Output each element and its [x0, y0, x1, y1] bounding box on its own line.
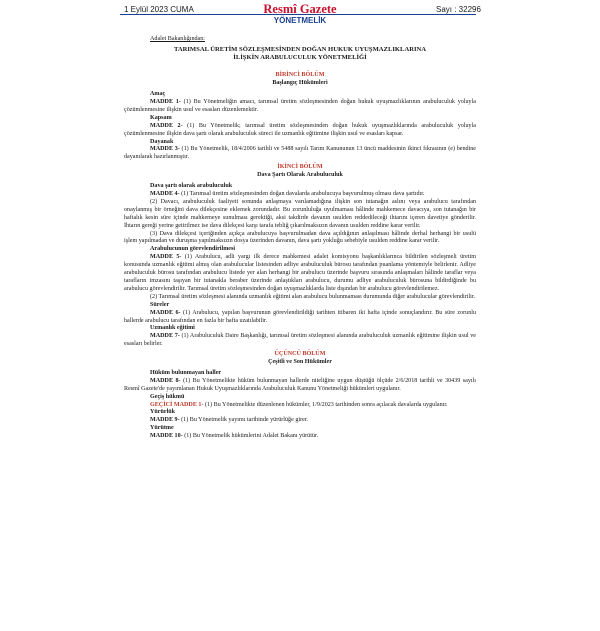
article-1-text: MADDE 1- (1) Bu Yönetmeliğin amacı, tarımsal üretim sözleşmesinden doğan hukuk uyuşmazlıklarının arabuluculuk yoluyla çözümlenmesine ilişkin usul ve esasları düzenlemektir. — [124, 99, 476, 113]
article-10-text: MADDE 10- (1) Bu Yönetmelik hükümlerini Adalet Bakanı yürütür. — [150, 433, 319, 440]
article-9-text: MADDE 9- (1) Bu Yönetmelik yayımı tarihinde yürürlüğe girer. — [150, 417, 309, 424]
article-8-heading: Hüküm bulunmayan haller — [150, 369, 222, 376]
header-rule — [120, 14, 476, 15]
article-7-text: MADDE 7- (1) Arabuluculuk Daire Başkanlığı, tarımsal üretim sözleşmesi alanında arabuluculuk uzmanlık eğitimine ilişkin usul ve esasları belirler. — [124, 333, 476, 348]
article-3-text: MADDE 3- (1) Bu Yönetmelik, 18/4/2006 tarihli ve 5488 sayılı Tarım Kanununun 13 üncü maddesinin ikinci fıkrasının (e) bendine dayanılarak hazırlanmıştır. — [124, 146, 476, 161]
article-2-heading: Kapsam — [150, 114, 172, 121]
transitional-article-heading: Geçiş hükmü — [150, 393, 185, 400]
section-1-title: Başlangıç Hükümleri — [272, 80, 328, 87]
article-6-heading: Süreler — [150, 301, 170, 308]
article-1-heading: Amaç — [150, 91, 166, 98]
gazette-header — [0, 0, 600, 28]
article-3-label: MADDE 3- — [150, 146, 180, 153]
article-5-para-2: (2) Tarımsal üretim sözleşmesi alanında uzmanlık eğitimi alan arabulucu bulunmaması durumunda diğer arabulucular görevlendirilir. — [150, 293, 476, 300]
article-7-label: MADDE 7- — [150, 333, 180, 340]
issue-number: Sayı : 32296 — [436, 5, 481, 14]
article-4-heading: Dava şartı olarak arabuluculuk — [150, 183, 233, 190]
article-5-label: MADDE 5- — [150, 254, 182, 261]
article-9-heading: Yürürlük — [150, 409, 176, 416]
article-2-label: MADDE 2- — [150, 122, 183, 129]
article-4-para-3: (3) Dava dilekçesi içeriğinden açıkça arabulucuya başvurulmadan dava açıldığının anlaşılması hâlinde derhal herhangi bir usulü işlem yapılmadan ve duruşma yapılmaksızın dosya üzerinden davanın, dava şartı yokluğu sebebiyle usulden reddine karar verilir. — [124, 230, 476, 245]
section-2-title: Dava Şartı Olarak Arabuluculuk — [257, 172, 343, 179]
article-7-heading: Uzmanlık eğitimi — [150, 325, 195, 332]
transitional-article-label: GEÇİCİ MADDE 1- — [150, 401, 204, 408]
ministry-line: Adalet Bakanlığından: — [150, 36, 205, 42]
article-2-text: MADDE 2- (1) Bu Yönetmelik; tarımsal üretim sözleşmesinden doğan hukuk uyuşmazlıklarında arabuluculuk yoluyla çözümlenmesine ilişkin dava şartı olarak arabuluculuk süreci ile uzmanlık eğitimine ilişkin usul ve esasları kapsar. — [124, 122, 476, 137]
article-8-label: MADDE 8- — [150, 377, 181, 384]
section-3-label: ÜÇÜNCÜ BÖLÜM — [274, 351, 326, 358]
article-5-para-1: MADDE 5- (1) Arabulucu, adli yargı ilk derece mahkemesi adalet komisyonu başkanlıklarınca bildirilen sözleşmeli üretim konusunda uzmanlık eğitimi almış olan arabulucular listesinden adliye arabuluculuk bürosu tarafından puanlama yöntemiyle belirlenir. Adliye arabuluculuk bürosu tarafından arabulucu listede yer alan herhangi bir arabulucu üzerinde başvuru sırasında anlaşmaları hâlinde taraflar veya tarafların imzasını taşıyan bir tutanakla beraber üzerinde anlaştıkları arabulucu, durumu adliye arabuluculuk bürosuna bildirdiğinde bu arabulucu görevlendirilir. Tarımsal üretim sözleşmesinden doğan uyuşmazlıklarda liste dışından bir arabulucu görevlendirilemez. — [124, 254, 476, 292]
section-2-label: İKİNCİ BÖLÜM — [277, 164, 323, 171]
article-3-heading: Dayanak — [150, 138, 174, 145]
regulation-title-line-2: İLİŞKİN ARABULUCULUK YÖNETMELİĞİ — [233, 54, 367, 62]
issue-date: 1 Eylül 2023 CUMA — [124, 5, 194, 14]
regulation-title-line-1: TARIMSAL ÜRETİM SÖZLEŞMESİNDEN DOĞAN HUKUK UYUŞMAZLIKLARINA — [173, 45, 427, 53]
gazette-title: Resmî Gazete — [263, 2, 337, 16]
article-9-label: MADDE 9- — [150, 417, 180, 424]
section-3-title: Çeşitli ve Son Hükümler — [268, 359, 332, 366]
regulation-body — [124, 36, 476, 441]
article-10-label: MADDE 10- — [150, 433, 183, 440]
regulation-title — [124, 46, 476, 62]
article-6-label: MADDE 6- — [150, 309, 181, 316]
article-4-label: MADDE 4- — [150, 191, 180, 197]
transitional-article-text: GEÇİCİ MADDE 1- (1) Bu Yönetmelikte düzenlenen hükümler, 1/9/2023 tarihinden sonra açılacak davalarda uygulanır. — [150, 401, 448, 408]
article-5-heading: Arabulucunun görevlendirilmesi — [150, 246, 236, 253]
article-10-heading: Yürütme — [150, 425, 174, 432]
article-8-text: MADDE 8- (1) Bu Yönetmelikte hüküm bulunmayan hallerde niteliğine uygun düştüğü ölçüde 2/6/2018 tarihli ve 30439 sayılı Resmî Gazete'de yayımlanan Hukuk Uyuşmazlıklarında Arabuluculuk Kanunu Yönetmeliği hükümleri uygulanır. — [124, 377, 476, 392]
section-type: YÖNETMELİK — [273, 16, 327, 25]
article-4-para-1: MADDE 4- (1) Tarımsal üretim sözleşmesinden doğan davalarda arabulucuya başvurulmuş olması dava şartıdır. — [150, 191, 425, 197]
article-6-text: MADDE 6- (1) Arabulucu, yapılan başvurunun görevlendirildiği tarihten itibaren iki hafta içinde sonuçlandırır. Bu süre zorunlu hallerde arabulucu tarafından en fazla bir hafta uzatılabilir. — [124, 309, 477, 324]
article-1-label: MADDE 1- — [150, 99, 181, 106]
article-4-para-2: (2) Davacı, arabuluculuk faaliyeti sonunda anlaşmaya varılamadığına ilişkin son tutanağın aslını veya arabulucu tarafından onaylanmış bir örneğini dava dilekçesine eklemek zorundadır. Bu zorunluluğa uyulmaması hâlinde mahkemece davacıya, son tutanağın bir haftalık kesin süre içinde mahkemeye sunulması gerektiği, aksi takdirde davanın usulden reddedileceği ihtarını içeren davetiye gönderilir. İhtarın gereği yerine getirilmez ise dava dilekçesi karşı tarafa tebliğ çıkarılmaksızın davanın usulden reddine karar verilir. — [124, 198, 476, 229]
section-1-label: BİRİNCİ BÖLÜM — [275, 72, 325, 79]
